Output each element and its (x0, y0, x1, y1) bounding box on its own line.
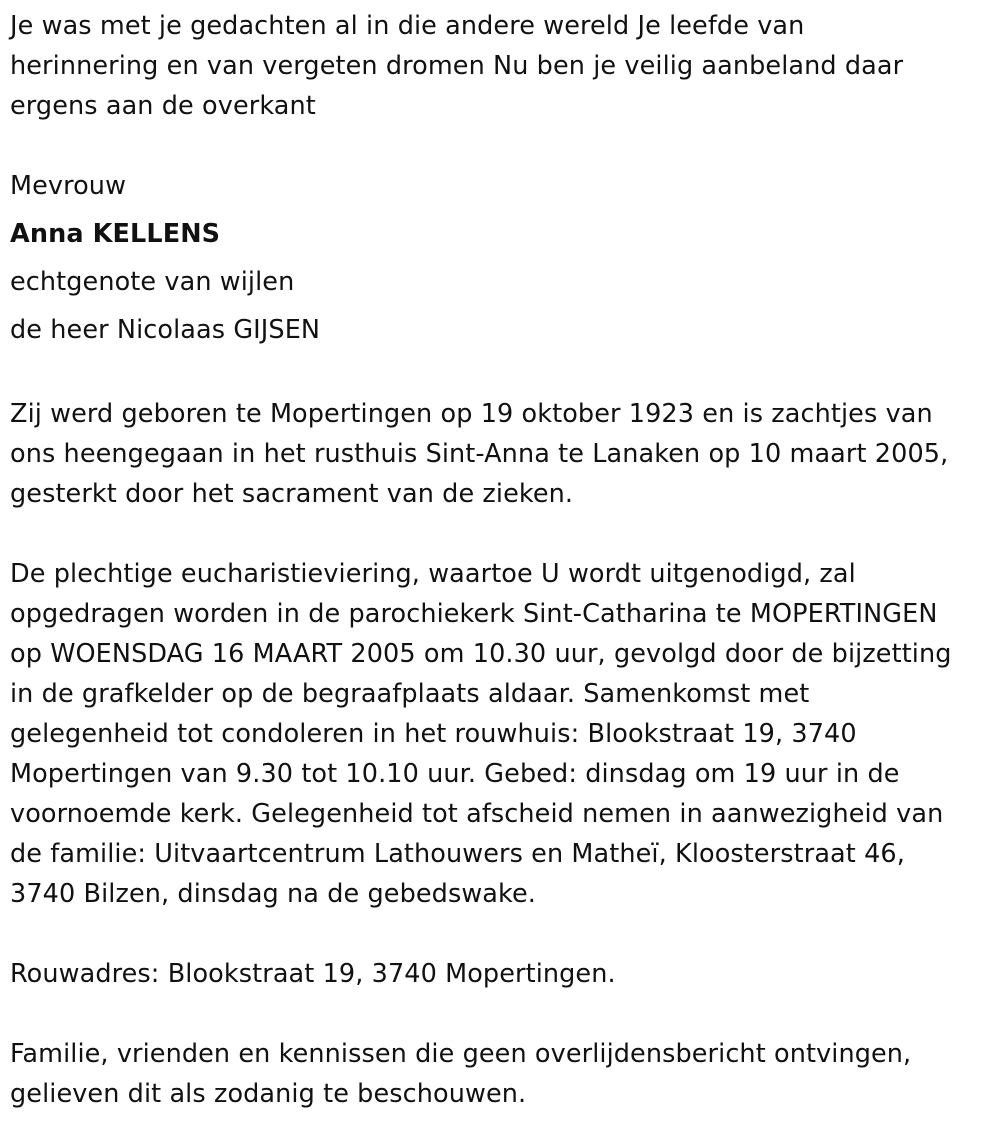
ceremony-line: Mopertingen van 9.30 tot 10.10 uur. Gebed: dinsdag om 19 uur in de (10, 759, 900, 789)
poem-line: Je was met je gedachten al in die andere wereld Je leefde van (10, 11, 805, 41)
poem-line: herinnering en van vergeten dromen Nu ben je veilig aanbeland daar (10, 51, 904, 81)
paragraph-spacer (10, 354, 1000, 394)
closing-line: gelieven dit als zodanig te beschouwen. (10, 1079, 527, 1109)
birth-death-line: Zij werd geboren te Mopertingen op 19 oktober 1923 en is zachtjes van (10, 399, 933, 429)
poem-line: ergens aan de overkant (10, 91, 316, 121)
salutation: Mevrouw (10, 171, 127, 201)
ceremony-line: De plechtige eucharistieviering, waartoe U wordt uitgenodigd, zal (10, 559, 856, 589)
poem-paragraph (10, 6, 1000, 126)
ceremony-line: gelegenheid tot condoleren in het rouwhuis: Blookstraat 19, 3740 (10, 719, 857, 749)
ceremony-paragraph (10, 554, 1000, 914)
birth-death-line: gesterkt door het sacrament van de zieken. (10, 479, 574, 509)
birth-death-line: ons heengegaan in het rusthuis Sint-Anna te Lanaken op 10 maart 2005, (10, 439, 949, 469)
ceremony-line: 3740 Bilzen, dinsdag na de gebedswake. (10, 879, 536, 909)
ceremony-line: op WOENSDAG 16 MAART 2005 om 10.30 uur, gevolgd door de bijzetting (10, 639, 952, 669)
paragraph-spacer (10, 914, 1000, 954)
mourning-address-paragraph (10, 954, 1000, 994)
mourning-address: Rouwadres: Blookstraat 19, 3740 Mopertingen. (10, 959, 616, 989)
paragraph-spacer (10, 994, 1000, 1034)
ceremony-line: opgedragen worden in de parochiekerk Sint-Catharina te MOPERTINGEN (10, 599, 938, 629)
birth-death-paragraph (10, 394, 1000, 514)
paragraph-spacer (10, 514, 1000, 554)
closing-line: Familie, vrienden en kennissen die geen overlijdensbericht ontvingen, (10, 1039, 912, 1069)
deceased-block (10, 162, 1000, 354)
ceremony-line: voornoemde kerk. Gelegenheid tot afscheid nemen in aanwezigheid van (10, 799, 944, 829)
spouse-name-line: de heer Nicolaas GIJSEN (10, 315, 321, 345)
ceremony-line: de familie: Uitvaartcentrum Lathouwers en Matheï, Kloosterstraat 46, (10, 839, 905, 869)
ceremony-line: in de grafkelder op de begraafplaats aldaar. Samenkomst met (10, 679, 810, 709)
paragraph-spacer (10, 126, 1000, 166)
spouse-line: echtgenote van wijlen (10, 267, 295, 297)
closing-paragraph (10, 1034, 1000, 1114)
deceased-name: Anna KELLENS (10, 219, 221, 249)
